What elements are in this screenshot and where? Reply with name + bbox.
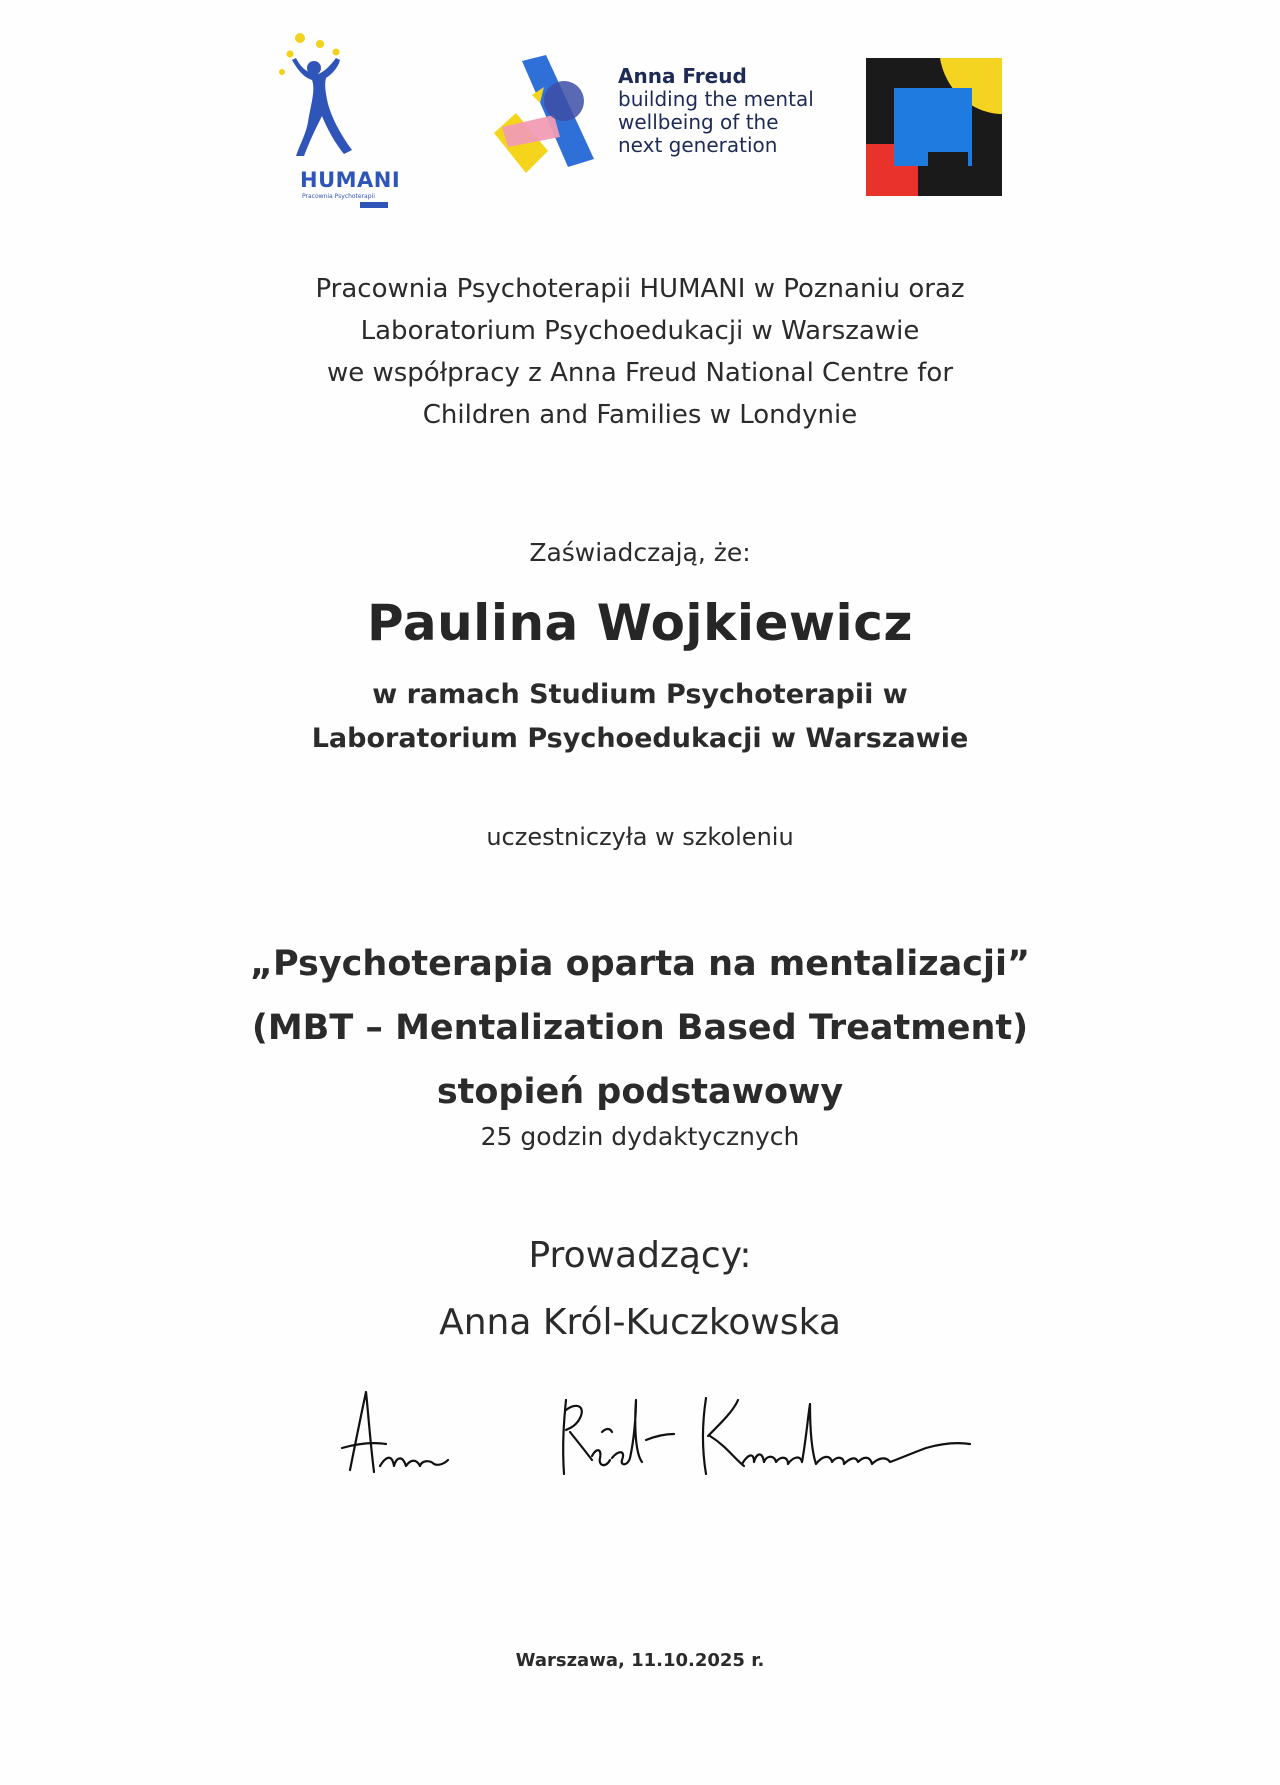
- certifies-text: Zaświadczają, że:: [529, 538, 751, 567]
- course-block: [0, 932, 1280, 1124]
- anna-freud-a-icon: [488, 55, 613, 175]
- place-and-date: Warszawa, 11.10.2025 r.: [515, 1650, 765, 1671]
- instructor-signature: [330, 1370, 1010, 1490]
- org-line: Laboratorium Psychoedukacji w Warszawie: [360, 316, 920, 346]
- course-level: stopień podstawowy: [436, 1072, 844, 1112]
- program-block: [0, 673, 1280, 761]
- anna-freud-logo: [488, 55, 818, 175]
- organizations-block: [0, 268, 1280, 436]
- org-line: Children and Families w Londynie: [422, 400, 858, 430]
- anna-freud-tagline-line: next generation: [618, 133, 778, 157]
- anna-freud-brand: Anna Freud: [618, 64, 747, 88]
- humani-logo: [278, 30, 401, 210]
- org-line: we współpracy z Anna Freud National Centre for: [326, 358, 954, 388]
- instructor-name: Anna Król-Kuczkowska: [439, 1302, 841, 1343]
- anna-freud-tagline-line: building the mental: [618, 87, 814, 111]
- lab-psychoedukacji-logo: [866, 58, 1002, 196]
- program-line: w ramach Studium Psychoterapii w: [372, 679, 908, 710]
- program-line: Laboratorium Psychoedukacji w Warszawie: [311, 723, 969, 754]
- humani-logo-bar: [360, 202, 388, 208]
- humani-logo-word: HUMANI: [300, 168, 401, 192]
- signature-scribble-icon: [330, 1370, 1010, 1490]
- humani-figure-icon: [278, 30, 398, 170]
- participated-text: uczestniczyła w szkoleniu: [486, 823, 794, 851]
- anna-freud-logo-text: [618, 65, 814, 157]
- course-title: „Psychoterapia oparta na mentalizacji”: [249, 944, 1031, 984]
- course-hours: 25 godzin dydaktycznych: [480, 1122, 800, 1151]
- recipient-name: Paulina Wojkiewicz: [367, 594, 913, 652]
- instructor-label: Prowadzący:: [528, 1235, 752, 1276]
- course-subtitle: (MBT – Mentalization Based Treatment): [251, 1008, 1029, 1048]
- humani-logo-subtitle: Pracownia Psychoterapii: [302, 193, 375, 200]
- org-line: Pracownia Psychoterapii HUMANI w Poznaniu oraz: [315, 274, 965, 304]
- anna-freud-tagline-line: wellbeing of the: [618, 110, 779, 134]
- lab-psychoedukacji-squares-icon: [866, 58, 1002, 196]
